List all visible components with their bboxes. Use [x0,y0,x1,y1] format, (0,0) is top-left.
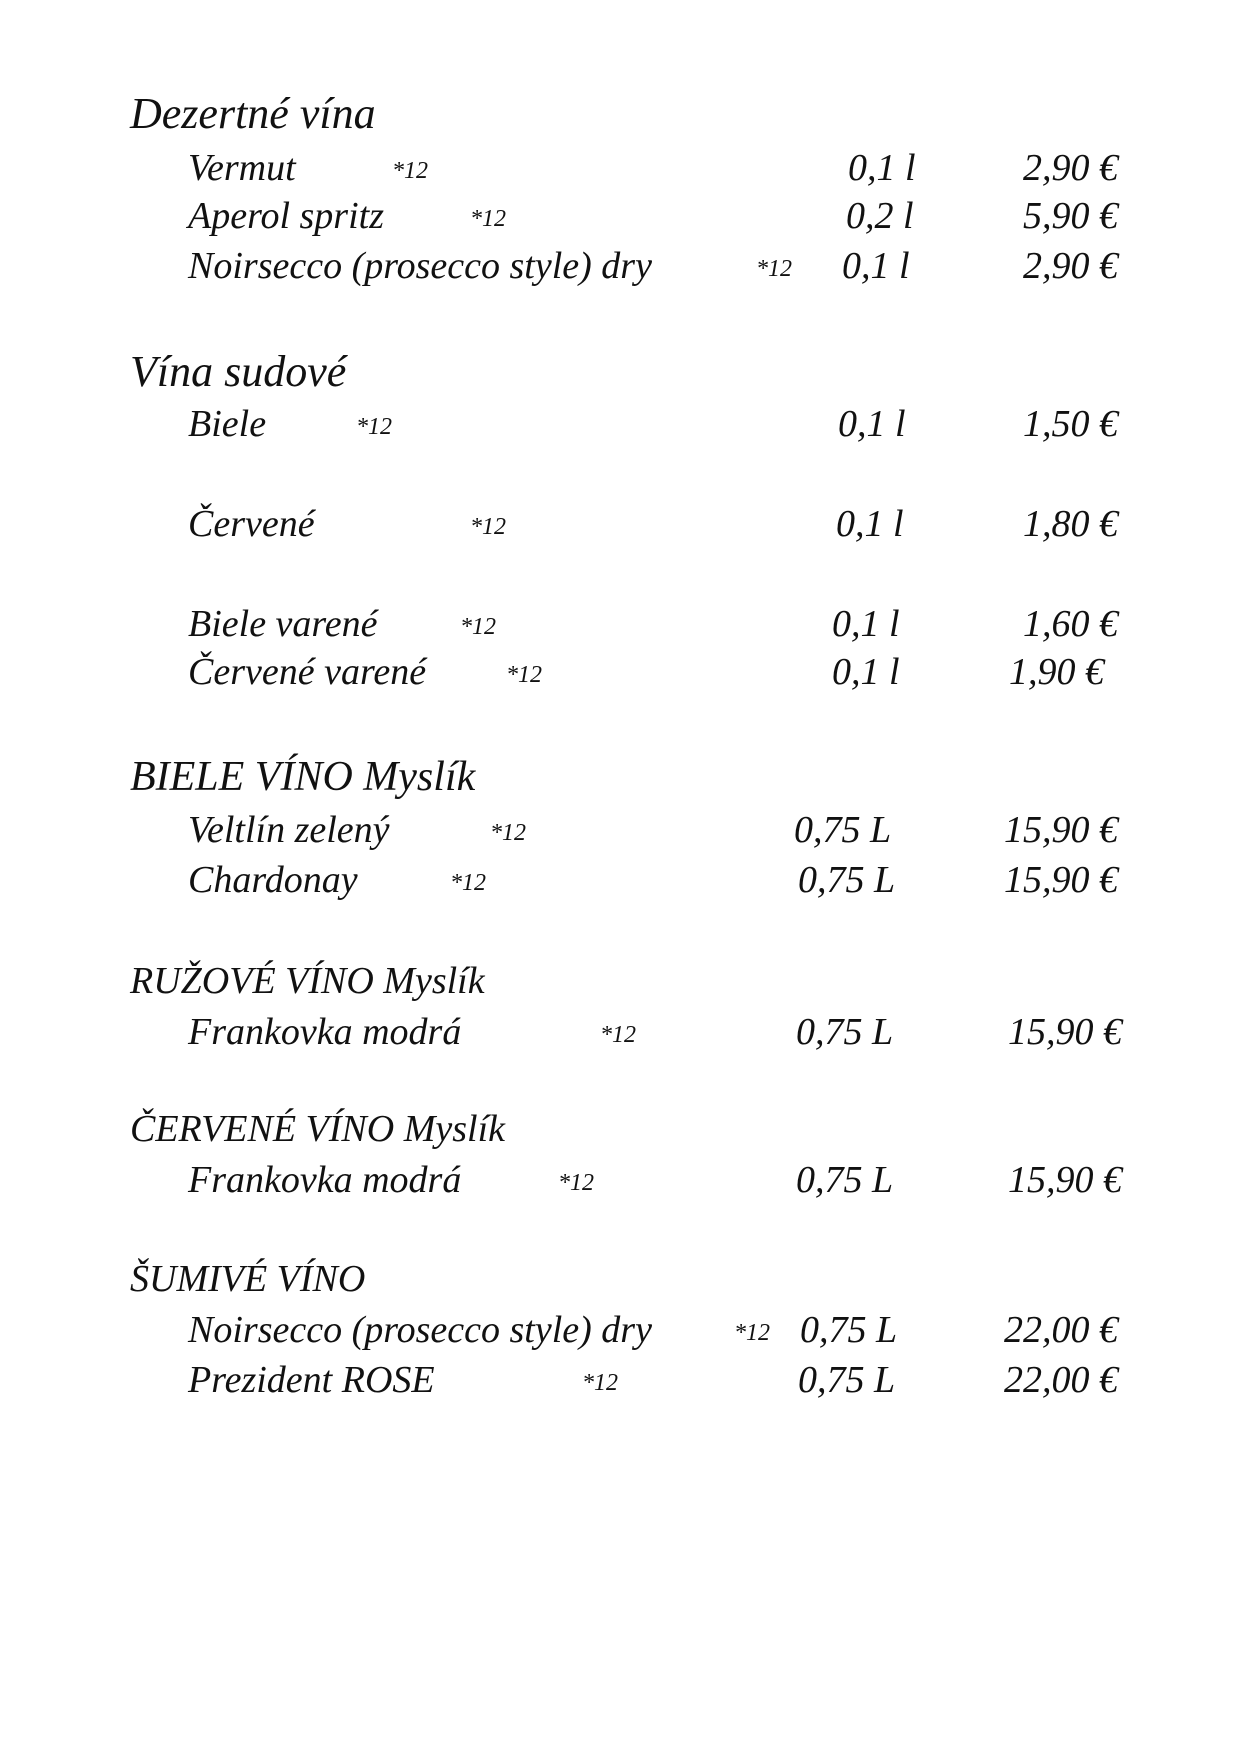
item-name: Biele [188,403,267,445]
item-allergen: *12 [506,662,542,688]
item-allergen: *12 [392,158,428,184]
section-title-sumive-vino: ŠUMIVÉ VÍNO [130,1258,366,1300]
item-volume: 0,75 L [794,809,892,851]
item-name: Červené varené [188,651,427,693]
item-price: 15,90 € [1008,1011,1122,1053]
item-allergen: *12 [460,614,496,640]
menu-item [0,602,1240,646]
menu-item [0,402,1240,446]
item-allergen: *12 [470,206,506,232]
item-allergen: *12 [582,1370,618,1396]
item-allergen: *12 [356,414,392,440]
item-allergen: *12 [558,1170,594,1196]
item-volume: 0,75 L [796,1159,894,1201]
item-volume: 0,1 l [838,403,906,445]
item-volume: 0,1 l [836,503,904,545]
item-name: Červené [188,503,315,545]
item-price: 1,50 € [1023,403,1118,445]
section-title-cervene-vino: ČERVENÉ VÍNO Myslík [130,1108,506,1150]
menu-item [0,1158,1240,1202]
section-title-biele-vino: BIELE VÍNO Myslík [130,754,476,800]
item-allergen: *12 [756,256,792,282]
item-name: Prezident ROSE [188,1359,435,1401]
menu-item [0,146,1240,190]
menu-item [0,502,1240,546]
section-title-vina-sudove: Vína sudové [130,347,347,396]
item-name: Frankovka modrá [188,1159,462,1201]
item-price: 22,00 € [1004,1309,1118,1351]
menu-item [0,1308,1240,1352]
item-price: 22,00 € [1004,1359,1118,1401]
item-allergen: *12 [490,820,526,846]
item-price: 15,90 € [1008,1159,1122,1201]
item-price: 1,80 € [1023,503,1118,545]
item-allergen: *12 [450,870,486,896]
section-title-dezertne-vina: Dezertné vína [130,89,376,138]
item-name: Vermut [188,147,296,189]
item-name: Noirsecco (prosecco style) dry [188,245,652,287]
item-name: Chardonay [188,859,358,901]
item-allergen: *12 [600,1022,636,1048]
menu-item [0,808,1240,852]
item-price: 2,90 € [1023,245,1118,287]
menu-item [0,1010,1240,1054]
menu-item [0,1358,1240,1402]
item-volume: 0,2 l [846,195,914,237]
item-price: 15,90 € [1004,859,1118,901]
item-volume: 0,1 l [848,147,916,189]
item-volume: 0,1 l [832,651,900,693]
item-volume: 0,75 L [796,1011,894,1053]
item-allergen: *12 [470,514,506,540]
item-name: Veltlín zelený [188,809,390,851]
menu-item [0,858,1240,902]
item-name: Noirsecco (prosecco style) dry [188,1309,652,1351]
item-price: 1,90 € [1009,651,1104,693]
item-volume: 0,1 l [832,603,900,645]
menu-item [0,244,1240,288]
item-allergen: *12 [734,1320,770,1346]
item-price: 1,60 € [1023,603,1118,645]
item-price: 15,90 € [1004,809,1118,851]
item-volume: 0,75 L [798,859,896,901]
item-name: Biele varené [188,603,378,645]
item-price: 5,90 € [1023,195,1118,237]
section-title-ruzove-vino: RUŽOVÉ VÍNO Myslík [130,960,485,1002]
menu-item [0,194,1240,238]
item-volume: 0,75 L [798,1359,896,1401]
item-volume: 0,75 L [800,1309,898,1351]
item-name: Frankovka modrá [188,1011,462,1053]
item-name: Aperol spritz [188,195,384,237]
item-price: 2,90 € [1023,147,1118,189]
item-volume: 0,1 l [842,245,910,287]
menu-item [0,650,1240,694]
